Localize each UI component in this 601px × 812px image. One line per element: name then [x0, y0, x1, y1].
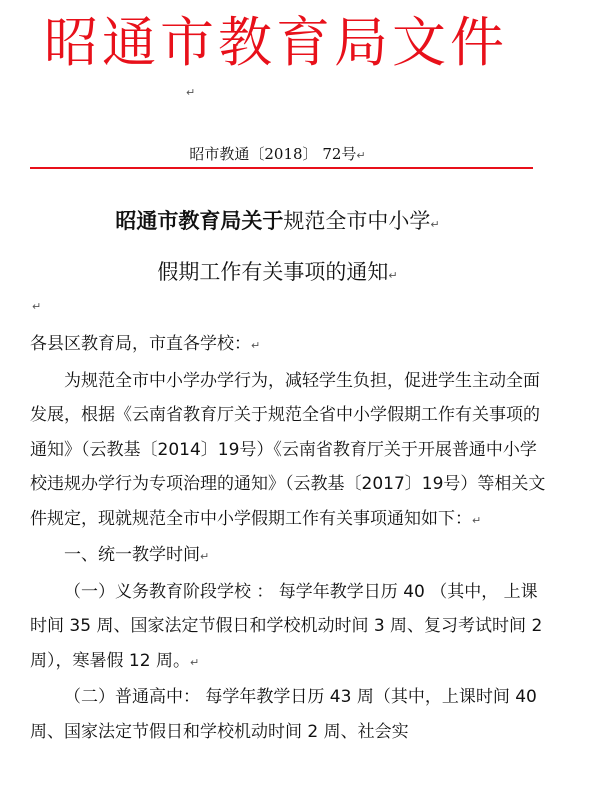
paragraph-mark: ↵: [251, 339, 261, 352]
document-body: [30, 327, 550, 749]
notice-title-issuer: 昭通市教育局关于: [115, 209, 284, 233]
paragraph-mark: ↵: [388, 269, 398, 282]
salutation: [30, 327, 550, 364]
paragraph-mark: ↵: [32, 300, 42, 313]
red-separator-line: [30, 167, 533, 169]
section-heading: [30, 538, 550, 575]
item-compulsory-education-text: （一）义务教育阶段学校 ： 每学年教学日历 40 （其中， 上课时间 35 周、国家法定节假日和学校机动时间 3 周、复习考试时间 2 周），寒暑假 12 周。: [30, 581, 543, 671]
paragraph-mark: ↵: [430, 218, 440, 231]
paragraph-mark: ↵: [186, 86, 196, 99]
paragraph-mark: ↵: [189, 655, 200, 669]
paragraph-mark: ↵: [356, 149, 366, 162]
intro-text: 为规范全市中小学办学行为，减轻学生负担，促进学生主动全面发展，根据《云南省教育厅关于规范全省中小学假期工作有关事项的通知》（云教基〔2014〕19号）《云南省教育厅关于开展普通中小学校违规办学行为专项治理的通知》（云教基〔2017〕19号）等相关文件规定，现就规范全市中小学假期工作有关事项通知如下：: [30, 370, 546, 529]
document-header-title: 昭通市教育局文件: [44, 11, 508, 74]
notice-title-subject: 规范全市中小学: [283, 209, 431, 233]
list-item: [30, 680, 550, 749]
intro-paragraph: [30, 364, 550, 539]
document-number-text: 昭市教通〔2018〕 72号: [189, 145, 357, 163]
paragraph-mark: ↵: [200, 550, 210, 563]
document-number: [0, 142, 555, 168]
notice-title-line-1: [0, 206, 555, 240]
notice-title-subject-cont: 假期工作有关事项的通知: [157, 260, 389, 284]
list-item: [30, 575, 550, 681]
notice-title-line-2: [0, 257, 555, 291]
item-high-school-text: （二）普通高中： 每学年教学日历 43 周（其中，上课时间 40 周、国家法定节假日和学校机动时间 2 周、社会实: [30, 687, 537, 742]
paragraph-mark: ↵: [472, 513, 482, 527]
section-heading-text: 一、统一教学时间: [64, 545, 200, 565]
salutation-text: 各县区教育局，市直各学校：: [30, 334, 251, 354]
